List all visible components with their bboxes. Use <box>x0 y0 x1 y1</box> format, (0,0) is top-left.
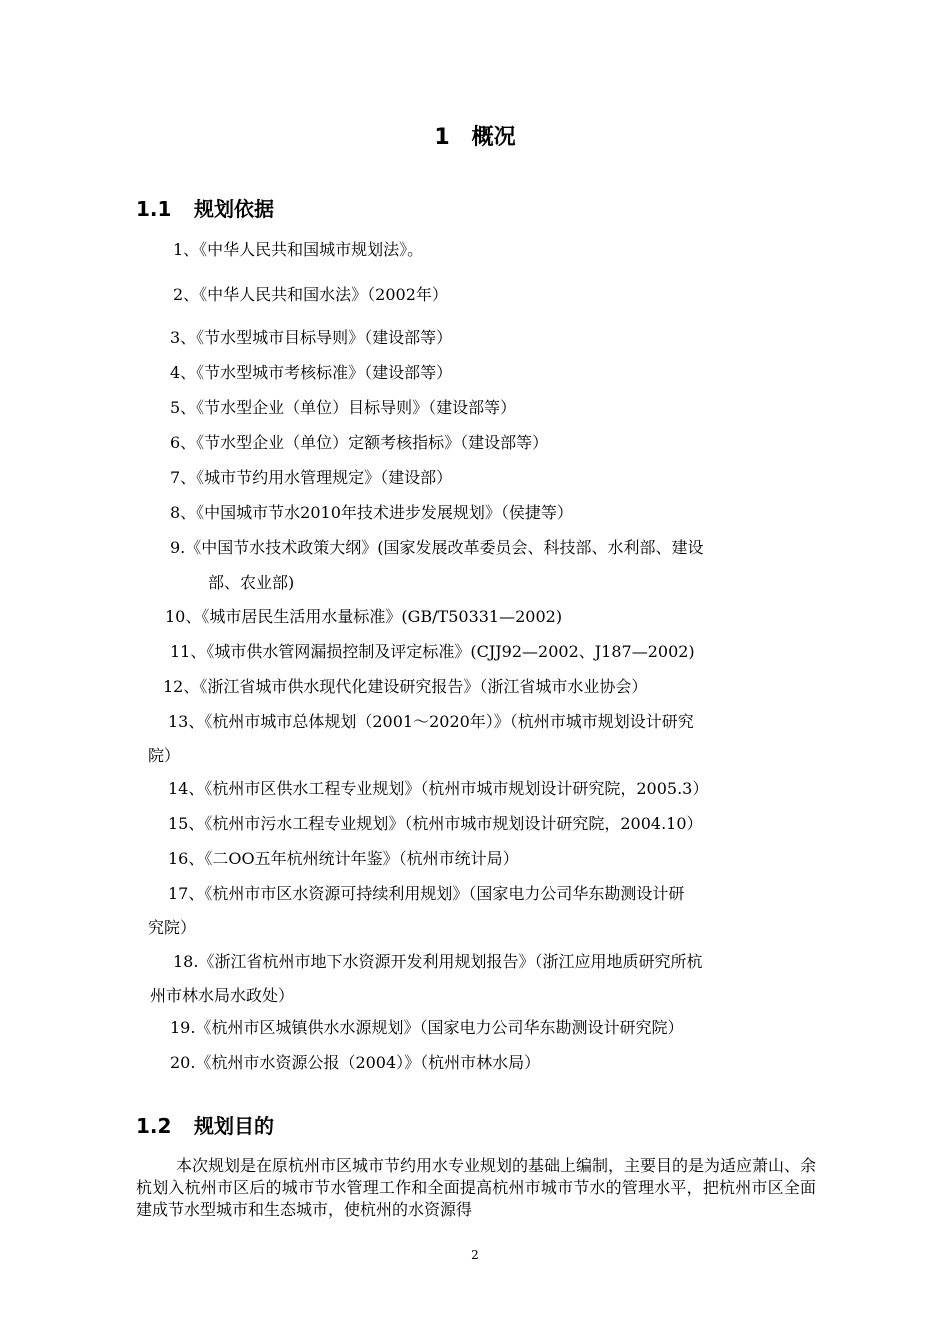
reference-item: 18.《浙江省杭州市地下水资源开发利用规划报告》（浙江应用地质研究所杭 <box>173 952 703 971</box>
subsection-title: 规划依据 <box>194 197 274 221</box>
page-number: 2 <box>471 1248 479 1262</box>
reference-item-continuation: 部、农业部) <box>208 573 295 592</box>
reference-item: 4、《节水型城市考核标准》（建设部等） <box>170 363 453 382</box>
reference-item: 19.《杭州市区城镇供水水源规划》（国家电力公司华东勘测设计研究院） <box>170 1018 684 1037</box>
reference-item: 16、《二OO五年杭州统计年鉴》（杭州市统计局） <box>168 849 519 868</box>
section-number: 1 <box>434 125 450 150</box>
reference-item: 6、《节水型企业（单位）定额考核指标》（建设部等） <box>170 433 549 452</box>
reference-item: 1、《中华人民共和国城市规划法》。 <box>173 240 424 259</box>
reference-item-continuation: 究院） <box>148 918 197 937</box>
reference-item: 9.《中国节水技术政策大纲》(国家发展改革委员会、科技部、水利部、建设 <box>170 538 704 557</box>
reference-item: 3、《节水型城市目标导则》（建设部等） <box>170 328 453 347</box>
section-heading-1 <box>0 120 950 151</box>
section-title: 概况 <box>471 125 516 150</box>
reference-item: 11、《城市供水管网漏损控制及评定标准》(CJJ92—2002、J187—2002) <box>170 642 695 661</box>
body-paragraph: 本次规划是在原杭州市区城市节约用水专业规划的基础上编制，主要目的是为适应萧山、余杭划入杭州市区后的城市节水管理工作和全面提高杭州市城市节水的管理水平，把杭州市区全面建成节水型城市和生态城市，使杭州的水资源得 <box>136 1156 817 1219</box>
subsection-title: 规划目的 <box>194 1114 274 1138</box>
subsection-number: 1.2 <box>136 1114 172 1138</box>
reference-item-continuation: 州市林水局水政处） <box>150 986 295 1005</box>
reference-item: 15、《杭州市污水工程专业规划》（杭州市城市规划设计研究院，2004.10） <box>168 814 703 833</box>
reference-item: 14、《杭州市区供水工程专业规划》（杭州市城市规划设计研究院，2005.3） <box>168 779 709 798</box>
reference-item: 5、《节水型企业（单位）目标导则》（建设部等） <box>170 398 517 417</box>
reference-item: 12、《浙江省城市供水现代化建设研究报告》（浙江省城市水业协会） <box>163 677 648 696</box>
subsection-heading-1-2 <box>136 1110 274 1139</box>
subsection-number: 1.1 <box>136 197 172 221</box>
reference-item: 10、《城市居民生活用水量标准》(GB/T50331—2002) <box>165 607 563 626</box>
reference-item: 2、《中华人民共和国水法》（2002年） <box>173 285 448 304</box>
reference-item-continuation: 院） <box>148 746 181 765</box>
reference-item: 20.《杭州市水资源公报（2004）》（杭州市林水局） <box>170 1053 541 1072</box>
reference-item: 13、《杭州市城市总体规划（2001～2020年）》（杭州市城市规划设计研究 <box>168 712 694 731</box>
reference-item: 7、《城市节约用水管理规定》（建设部） <box>170 468 453 487</box>
reference-item: 17、《杭州市市区水资源可持续利用规划》（国家电力公司华东勘测设计研 <box>168 884 685 903</box>
subsection-heading-1-1 <box>136 193 274 222</box>
reference-item: 8、《中国城市节水2010年技术进步发展规划》（侯捷等） <box>170 503 573 522</box>
